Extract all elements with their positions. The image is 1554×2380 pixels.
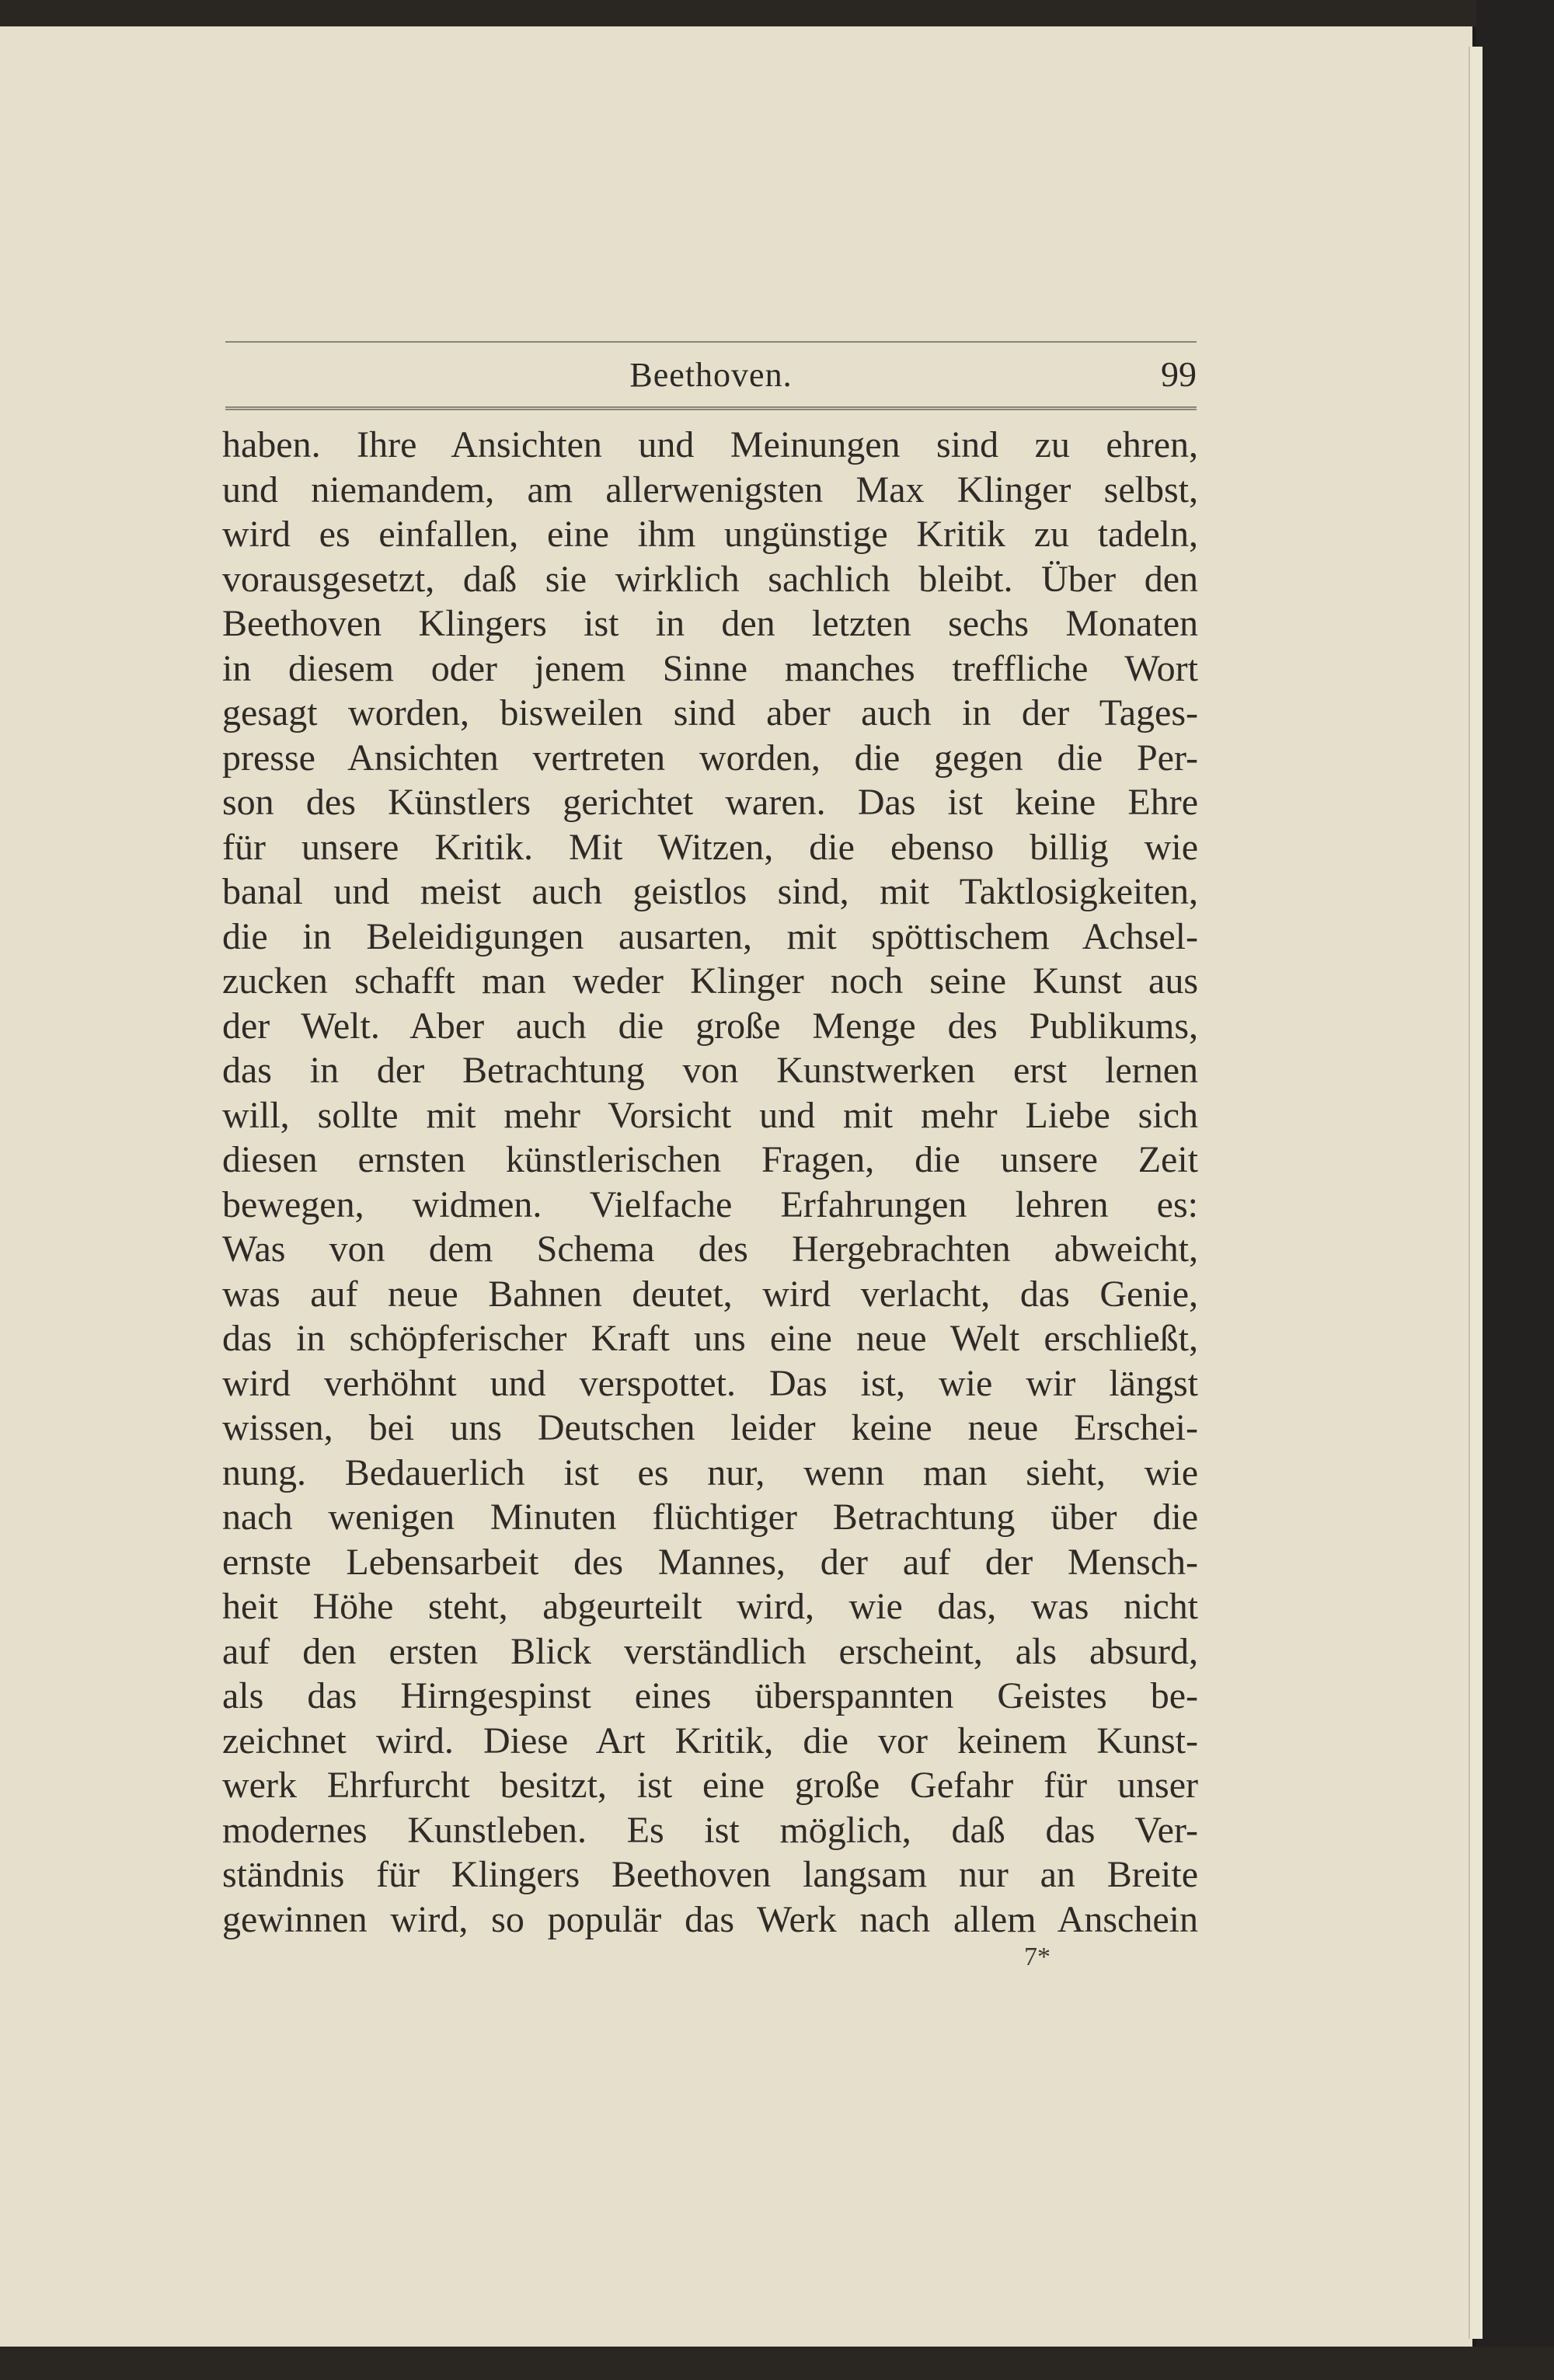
book-top-edge — [0, 0, 1554, 26]
text-line: ernste Lebensarbeit des Mannes, der auf der Mensch- — [222, 1541, 1198, 1583]
text-line: Was von dem Schema des Hergebrachten abweicht, — [222, 1228, 1198, 1270]
text-line: wissen, bei uns Deutschen leider keine neue Erschei- — [222, 1407, 1198, 1448]
text-line: die in Beleidigungen ausarten, mit spöttischem Achsel- — [222, 915, 1198, 957]
text-line: und niemandem, am allerwenigsten Max Klinger selbst, — [222, 469, 1198, 510]
text-line: gewinnen wird, so populär das Werk nach allem Anschein — [222, 1898, 1198, 1940]
text-line: gesagt worden, bisweilen sind aber auch in der Tages- — [222, 692, 1198, 734]
body-text — [222, 423, 1198, 1942]
text-line: das in schöpferischer Kraft uns eine neue Welt erschließt, — [222, 1318, 1198, 1359]
text-line: wird es einfallen, eine ihm ungünstige Kritik zu tadeln, — [222, 514, 1198, 555]
text-line: als das Hirngespinst eines überspannten Geistes be- — [222, 1675, 1198, 1716]
running-title: Beethoven. — [629, 356, 793, 394]
page-edge — [1469, 47, 1483, 2339]
text-line: das in der Betrachtung von Kunstwerken erst lernen — [222, 1050, 1198, 1091]
book-page — [0, 26, 1472, 2347]
text-line: nach wenigen Minuten flüchtiger Betrachtung über die — [222, 1497, 1198, 1538]
text-line: zucken schafft man weder Klinger noch seine Kunst aus — [222, 960, 1198, 1002]
page-number: 99 — [1161, 354, 1197, 394]
text-line: banal und meist auch geistlos sind, mit Taktlosigkeiten, — [222, 871, 1198, 912]
text-line: in diesem oder jenem Sinne manches treffliche Wort — [222, 647, 1198, 689]
text-line: haben. Ihre Ansichten und Meinungen sind zu ehren, — [222, 424, 1198, 465]
text-line: presse Ansichten vertreten worden, die gegen die Per- — [222, 737, 1198, 779]
text-line: nung. Bedauerlich ist es nur, wenn man sieht, wie — [222, 1451, 1198, 1493]
text-line: ständnis für Klingers Beethoven langsam nur an Breite — [222, 1854, 1198, 1895]
text-line: zeichnet wird. Diese Art Kritik, die vor keinem Kunst- — [222, 1720, 1198, 1761]
text-line: heit Höhe steht, abgeurteilt wird, wie das, was nicht — [222, 1586, 1198, 1627]
book-bottom-edge — [0, 2347, 1554, 2380]
text-line: will, sollte mit mehr Vorsicht und mit mehr Liebe sich — [222, 1094, 1198, 1136]
text-line: diesen ernsten künstlerischen Fragen, die unsere Zeit — [222, 1139, 1198, 1180]
text-line: wird verhöhnt und verspottet. Das ist, wie wir längst — [222, 1362, 1198, 1404]
text-line: bewegen, widmen. Vielfache Erfahrungen lehren es: — [222, 1183, 1198, 1225]
text-line: modernes Kunstleben. Es ist möglich, daß das Ver- — [222, 1809, 1198, 1851]
page-header — [225, 341, 1197, 410]
text-line: der Welt. Aber auch die große Menge des Publikums, — [222, 1005, 1198, 1047]
signature-mark: 7* — [1024, 1943, 1051, 1971]
book-binding — [1476, 0, 1554, 2380]
text-line: werk Ehrfurcht besitzt, ist eine große Gefahr für unser — [222, 1765, 1198, 1806]
text-line: son des Künstlers gerichtet waren. Das ist keine Ehre — [222, 782, 1198, 823]
text-line: auf den ersten Blick verständlich erscheint, als absurd, — [222, 1630, 1198, 1672]
text-line: was auf neue Bahnen deutet, wird verlacht, das Genie, — [222, 1273, 1198, 1315]
text-line: Beethoven Klingers ist in den letzten sechs Monaten — [222, 603, 1198, 644]
text-line: für unsere Kritik. Mit Witzen, die ebenso billig wie — [222, 826, 1198, 868]
text-line: vorausgesetzt, daß sie wirklich sachlich bleibt. Über den — [222, 558, 1198, 600]
